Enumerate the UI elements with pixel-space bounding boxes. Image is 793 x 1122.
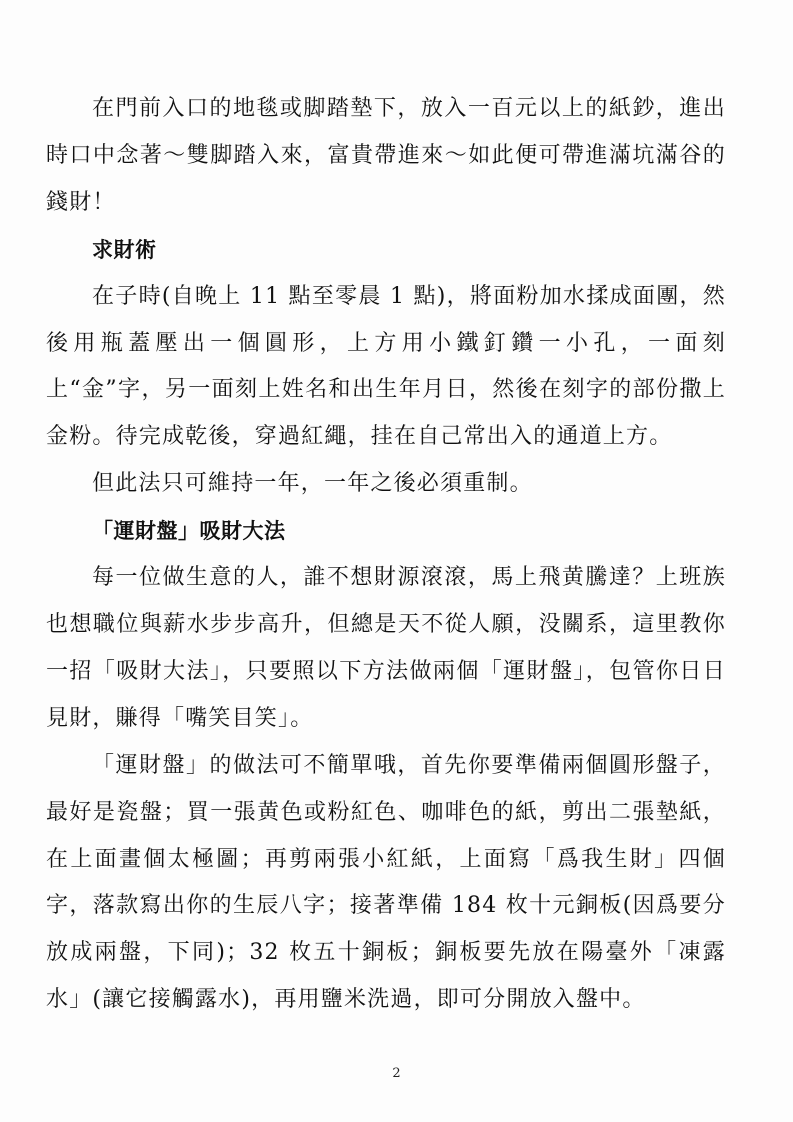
page-number: 2 xyxy=(392,1066,401,1081)
heading-yun-cai-pan: 「運財盤」吸財大法 xyxy=(92,519,286,544)
paragraph-business-wealth: 每一位做生意的人，誰不想財源滾滾，馬上飛黄騰達？上班族也想職位與薪水步步高升，但總是天不從人願，没關系，這里教你一招「吸財大法」，只要照以下方法做兩個「運財盤」，包管你日日見財，賺得「嘴笑目笑」。 xyxy=(46,565,726,731)
paragraph-plate-method: 「運財盤」的做法可不簡單哦，首先你要準備兩個圓形盤子，最好是瓷盤；買一張黄色或粉紅色、咖啡色的紙，剪出二張墊紙，在上面畫個太極圖；再剪兩張小紅紙，上面寫「爲我生財」四個字，落款寫出你的生辰八字；接著準備 184 枚十元銅板(因爲要分放成兩盤，下同)；32 枚五十銅板；銅板要先放在陽臺外「凍露水」(讓它接觸露水)，再用鹽米洗過，即可分開放入盤中。 xyxy=(46,752,726,1013)
paragraph-dough-charm: 在子時(自晚上 11 點至零晨 1 點)，將面粉加水揉成面團，然後用瓶蓋壓出一個圓形，上方用小鐵釘鑽一小孔，一面刻上“金”字，另一面刻上姓名和出生年月日，然後在刻字的部份撒上金粉。待完成乾後，穿過紅繩，挂在自己常出入的通道上方。 xyxy=(46,283,726,450)
heading-qiu-cai-shu: 求財術 xyxy=(92,237,157,262)
paragraph-doormat-money: 在門前入口的地毯或脚踏墊下，放入一百元以上的紙鈔，進出時口中念著～雙脚踏入來，富貴帶進來～如此便可帶進滿坑滿谷的錢財！ xyxy=(46,96,726,215)
document-body xyxy=(46,86,726,1024)
paragraph-one-year-limit: 但此法只可維持一年，一年之後必須重制。 xyxy=(92,471,533,497)
